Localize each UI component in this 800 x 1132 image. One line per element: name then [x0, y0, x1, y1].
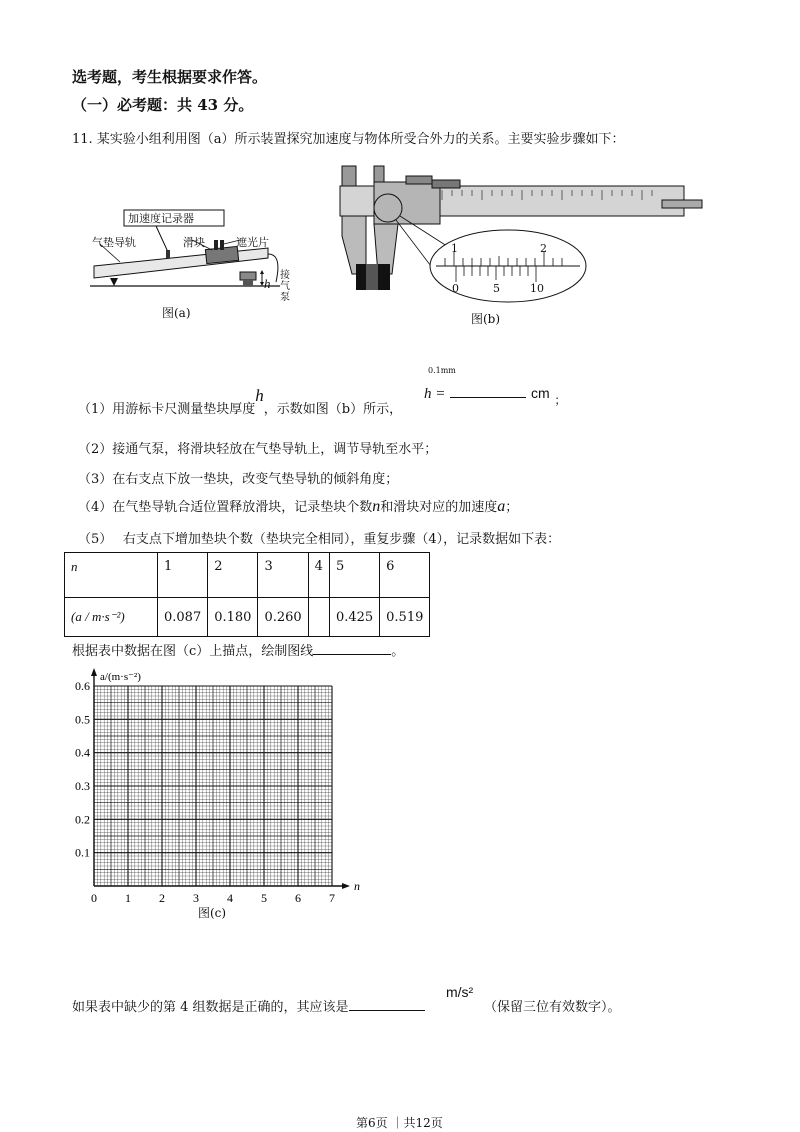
table-cell: 1 [158, 553, 208, 598]
x-tick-label: 0 [91, 891, 97, 905]
figure-a-caption: 图(a) [162, 306, 191, 320]
figure-b-precision: 0.1mm [428, 366, 456, 375]
section-heading: 选考题，考生根据要求作答。 [72, 68, 268, 86]
y-tick-label: 0.2 [75, 812, 90, 827]
y-tick-label: 0.5 [75, 712, 90, 727]
x-tick-label: 6 [295, 891, 301, 905]
missing-value-blank[interactable] [349, 1010, 425, 1011]
x-tick-label: 3 [193, 891, 199, 905]
figure-c-graph[interactable] [60, 668, 360, 908]
figure-b-caliper [322, 156, 702, 316]
figure-a-h-label: h [264, 276, 271, 291]
table-cell: 3 [258, 553, 308, 598]
figure-a-slider-label: 滑块 [183, 236, 205, 249]
figure-a-shade-label: 遮光片 [236, 236, 269, 249]
data-table [64, 552, 430, 637]
table-header-a: (a / m·s⁻²) [65, 598, 158, 637]
final-note: （保留三位有效数字）。 [484, 1000, 621, 1015]
subsection-heading: （一）必考题：共 43 分。 [72, 96, 254, 114]
figure-b-scale-bottom-0: 0 [452, 282, 459, 295]
table-cell: 0.425 [329, 598, 379, 637]
page-footer: 第6页 ｜共12页 [356, 1116, 443, 1130]
table-cell: 0.087 [158, 598, 208, 637]
x-axis-arrow [342, 883, 350, 889]
final-unit: m/s² [446, 984, 474, 1000]
table-row-n [65, 553, 430, 598]
y-tick-label: 0.4 [75, 745, 90, 760]
figure-a-pump-label: 接 气 泵 [280, 270, 290, 303]
y-tick-label: 0.3 [75, 779, 90, 793]
thickness-answer-blank[interactable] [450, 397, 526, 398]
table-cell-missing[interactable] [308, 598, 329, 637]
figure-b-scale-bottom-5: 5 [493, 282, 500, 295]
table-cell: 0.180 [208, 598, 258, 637]
table-cell: 6 [380, 553, 430, 598]
table-header-n: n [65, 553, 158, 598]
figure-a-recorder-label: 加速度记录器 [128, 212, 194, 225]
table-cell: 2 [208, 553, 258, 598]
figure-b-scale-bottom-10: 10 [530, 282, 544, 295]
x-tick-label: 2 [159, 891, 165, 905]
table-cell: 0.519 [380, 598, 430, 637]
figure-a-rail-label: 气垫导轨 [92, 236, 136, 249]
x-tick-label: 1 [125, 891, 131, 905]
y-tick-label: 0.1 [75, 845, 90, 860]
figure-b-scale-top-2: 2 [540, 242, 547, 255]
y-axis-label: a/(m·s⁻²) [100, 671, 141, 683]
step-2: （2）接通气泵，将滑块轻放在气垫导轨上，调节导轨至水平； [78, 442, 438, 457]
figure-b-scale-top-1: 1 [451, 242, 458, 255]
table-row-a [65, 598, 430, 637]
x-axis-label: n [354, 879, 360, 893]
question-intro: 11. 某实验小组利用图（a）所示装置探究加速度与物体所受合外力的关系。主要实验步骤如下： [72, 132, 625, 147]
x-tick-label: 4 [227, 891, 233, 905]
y-tick-label: 0.6 [75, 679, 90, 693]
plot-instruction: 根据表中数据在图（c）上描点，绘制图线 。 [72, 644, 405, 659]
table-cell: 0.260 [258, 598, 308, 637]
x-tick-label: 5 [261, 891, 267, 905]
step-4: （4）在气垫导轨合适位置释放滑块，记录垫块个数n和滑块对应的加速度a； [78, 498, 519, 515]
figure-a-apparatus [80, 200, 310, 310]
graph-line-blank[interactable] [313, 654, 391, 655]
final-question: 如果表中缺少的第 4 组数据是正确的，其应该是 [72, 996, 425, 1015]
step-1-equation: h = cm $_;$ [424, 385, 567, 407]
table-cell: 4 [308, 553, 329, 598]
figure-c-caption: 图(c) [198, 906, 227, 920]
step-3: （3）在右支点下放一垫块，改变气垫导轨的倾斜角度； [78, 472, 399, 487]
step-5: （5） 右支点下增加垫块个数（垫块完全相同），重复步骤（4），记录数据如下表： [78, 532, 561, 547]
x-tick-label: 7 [329, 891, 335, 905]
figure-b-caption: 图(b) [471, 312, 501, 326]
y-axis-arrow [91, 668, 97, 676]
step-1: （1）用游标卡尺测量垫块厚度h，示数如图（b）所示， [78, 386, 403, 417]
table-cell: 5 [329, 553, 379, 598]
